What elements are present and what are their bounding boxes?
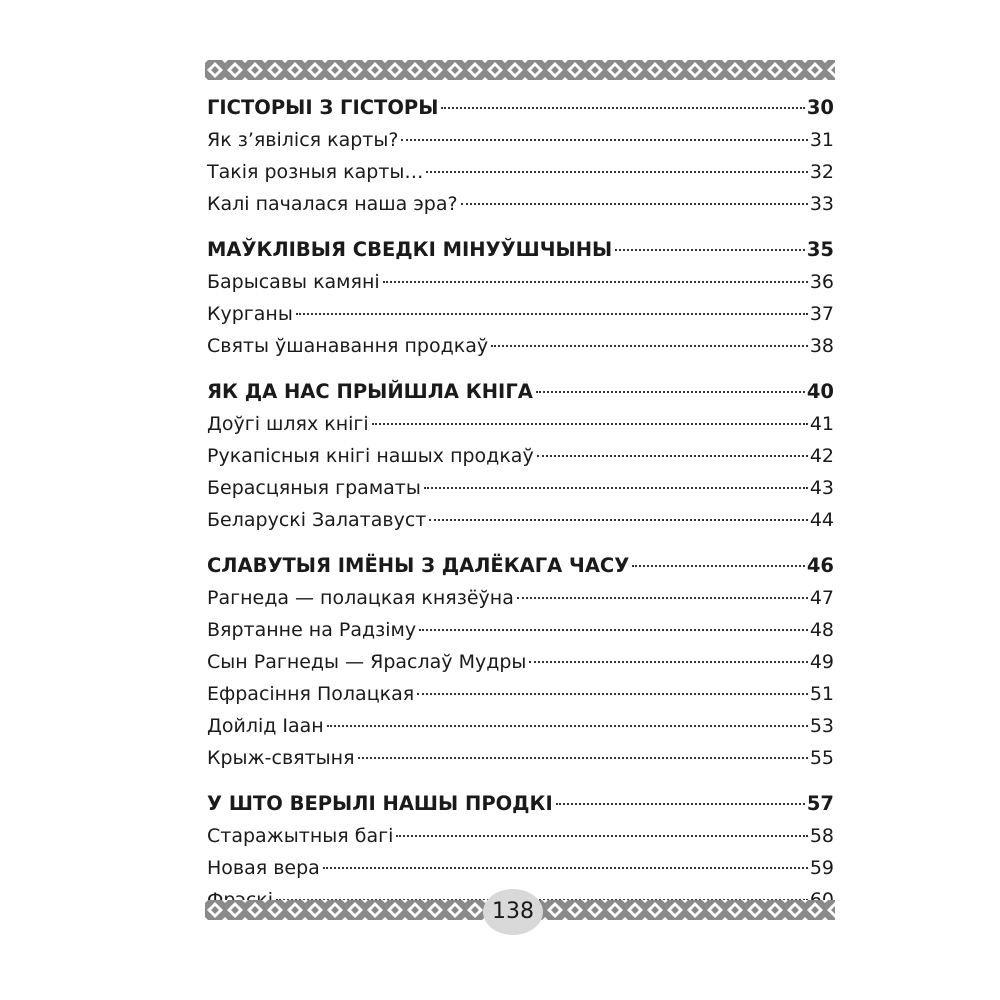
- toc-section-heading-page-number: 30: [806, 96, 834, 119]
- dot-leader: [296, 313, 808, 315]
- toc-entry-page-number: 37: [809, 303, 834, 325]
- toc-entry-title: Рукапісныя кнігі нашых продкаў: [207, 445, 534, 467]
- dot-leader: [536, 391, 805, 393]
- toc-entry: [207, 820, 834, 852]
- toc-section-heading: [207, 376, 834, 408]
- dot-leader: [424, 487, 808, 489]
- toc-entry: [207, 646, 834, 678]
- toc-entry-page-number: 58: [809, 825, 834, 847]
- toc-section-heading-page-number: 46: [806, 554, 834, 577]
- toc-entry-title: Рагнеда — полацкая князёўна: [207, 587, 514, 609]
- dot-leader: [529, 661, 807, 663]
- toc-section-heading: [207, 92, 834, 124]
- dot-leader: [419, 629, 808, 631]
- toc-section-heading: [207, 550, 834, 582]
- toc-entry-page-number: 36: [809, 271, 834, 293]
- toc-entry: [207, 408, 834, 440]
- toc-entry-page-number: 48: [809, 619, 834, 641]
- toc-entry-title: Крыж-святыня: [207, 747, 355, 769]
- dot-leader: [383, 281, 808, 283]
- toc-entry-page-number: 33: [809, 193, 834, 215]
- toc-entry: [207, 504, 834, 536]
- toc-entry-title: Старажытныя багі: [207, 825, 394, 847]
- toc-entry: [207, 440, 834, 472]
- dot-leader: [537, 455, 808, 457]
- table-of-contents: [207, 92, 834, 930]
- toc-entry-page-number: 47: [809, 587, 834, 609]
- toc-entry-page-number: 41: [809, 413, 834, 435]
- toc-section-heading-title: ГІСТОРЫІ З ГІСТОРЫ: [207, 96, 439, 119]
- toc-entry-title: Як з’явіліся карты?: [207, 129, 399, 151]
- toc-entry-page-number: 49: [809, 651, 834, 673]
- toc-entry-title: Сын Рагнеды — Яраслаў Мудры: [207, 651, 527, 673]
- toc-section-heading-page-number: 40: [806, 380, 834, 403]
- toc-entry-page-number: 38: [809, 335, 834, 357]
- toc-entry: [207, 582, 834, 614]
- toc-entry-title: Такія розныя карты…: [207, 161, 424, 183]
- toc-entry: [207, 156, 834, 188]
- toc-entry-title: Вяртанне на Радзіму: [207, 619, 417, 641]
- toc-entry-page-number: 43: [809, 477, 834, 499]
- toc-entry-title: Доўгі шлях кнігі: [207, 413, 369, 435]
- dot-leader: [396, 835, 807, 837]
- dot-leader: [426, 171, 807, 173]
- toc-entry: [207, 614, 834, 646]
- toc-section-heading: [207, 788, 834, 820]
- dot-leader: [401, 139, 807, 141]
- toc-entry-page-number: 44: [809, 509, 834, 531]
- toc-entry-title: Курганы: [207, 303, 293, 325]
- dot-leader: [358, 757, 808, 759]
- toc-entry-title: Новая вера: [207, 857, 320, 879]
- toc-entry: [207, 472, 834, 504]
- toc-section-heading-title: У ШТО ВЕРЫЛІ НАШЫ ПРОДКІ: [207, 792, 553, 815]
- toc-section-group: [207, 376, 834, 536]
- toc-entry: [207, 124, 834, 156]
- toc-entry-page-number: 59: [809, 857, 834, 879]
- dot-leader: [441, 107, 804, 109]
- toc-entry-page-number: 51: [809, 683, 834, 705]
- dot-leader: [517, 597, 808, 599]
- dot-leader: [372, 423, 808, 425]
- toc-entry-title: Беларускі Залатавуст: [207, 509, 427, 531]
- dot-leader: [461, 203, 808, 205]
- dot-leader: [615, 249, 805, 251]
- dot-leader: [556, 803, 805, 805]
- dot-leader: [491, 345, 808, 347]
- dot-leader: [327, 725, 808, 727]
- toc-entry: [207, 298, 834, 330]
- toc-section-group: [207, 92, 834, 220]
- toc-section-heading-page-number: 35: [806, 238, 834, 261]
- toc-entry-page-number: 32: [809, 161, 834, 183]
- toc-section-heading-title: МАЎКЛІВЫЯ СВЕДКІ МІНУЎШЧЫНЫ: [207, 238, 613, 261]
- toc-entry-title: Святы ўшанавання продкаў: [207, 335, 489, 357]
- toc-section-heading-title: ЯК ДА НАС ПРЫЙШЛА КНІГА: [207, 380, 533, 403]
- toc-entry-title: Берасцяныя граматы: [207, 477, 421, 499]
- toc-section-heading-page-number: 57: [806, 792, 834, 815]
- toc-section-group: [207, 234, 834, 362]
- top-ornament-border: [205, 60, 835, 80]
- toc-entry-page-number: 53: [809, 715, 834, 737]
- dot-leader: [323, 867, 808, 869]
- toc-entry: [207, 742, 834, 774]
- dot-leader: [632, 565, 805, 567]
- toc-entry: [207, 852, 834, 884]
- toc-entry-page-number: 42: [809, 445, 834, 467]
- toc-section-heading-title: СЛАВУТЫЯ ІМЁНЫ З ДАЛЁКАГА ЧАСУ: [207, 554, 630, 577]
- toc-entry-page-number: 55: [809, 747, 834, 769]
- toc-section-group: [207, 550, 834, 774]
- toc-entry-page-number: 31: [809, 129, 834, 151]
- dot-leader: [429, 519, 807, 521]
- toc-entry: [207, 710, 834, 742]
- toc-entry-title: Ефрасіння Полацкая: [207, 683, 415, 705]
- toc-entry: [207, 678, 834, 710]
- toc-entry: [207, 266, 834, 298]
- toc-entry-title: Дойлід Іаан: [207, 715, 324, 737]
- page-number: 138: [483, 889, 543, 935]
- toc-entry: [207, 330, 834, 362]
- dot-leader: [417, 693, 808, 695]
- toc-entry: [207, 188, 834, 220]
- toc-section-heading: [207, 234, 834, 266]
- toc-entry-title: Барысавы камяні: [207, 271, 380, 293]
- toc-entry-title: Калі пачалася наша эра?: [207, 193, 458, 215]
